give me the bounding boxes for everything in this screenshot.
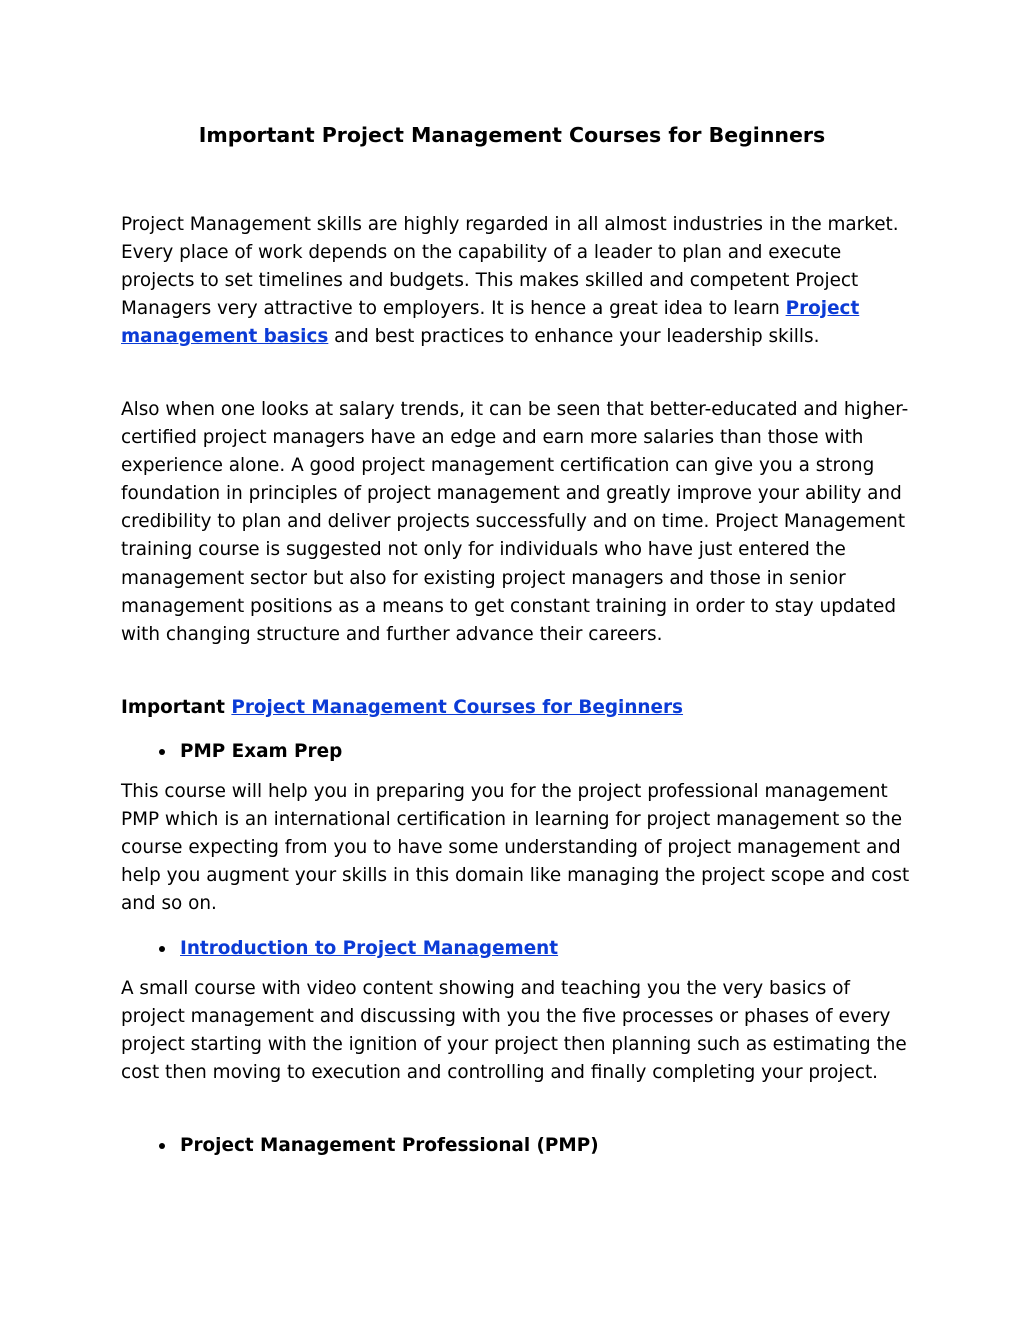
intro-text-before: Project Management skills are highly regarded in all almost industries in the market. Every place of work depends on the capability of a leader to plan and execute projects to set timelines and budgets. This makes skilled and competent Project Managers very attractive to employers. It is hence a great idea to learn: [121, 214, 899, 320]
bullet-icon: [159, 1143, 165, 1149]
course-name: Project Management Professional (PMP): [180, 1135, 599, 1156]
document-title: Important Project Management Courses for Beginners: [198, 123, 826, 147]
courses-heading-link[interactable]: Project Management Courses for Beginners: [231, 697, 684, 718]
intro-text-after: and best practices to enhance your leadership skills.: [328, 326, 820, 348]
bullet-icon: [159, 946, 165, 952]
salary-paragraph: Also when one looks at salary trends, it can be seen that better-educated and higher-certified project managers have an edge and earn more salaries than those with experience alone. A good project management certification can give you a strong foundation in principles of project management and greatly improve your ability and credibility to plan and deliver projects successfully and on time. Project Management training course is suggested not only for individuals who have just entered the management sector but also for existing project managers and those in senior management positions as a means to get constant training in order to stay updated with changing structure and further advance their careers.: [121, 399, 909, 645]
courses-heading: [121, 694, 683, 722]
course-description-pmp-exam-prep: This course will help you in preparing you for the project professional management PMP which is an international certification in learning for project management so the course expecting from you to have some understanding of project management and help you augment your skills in this domain like managing the project scope and cost and so on.: [121, 781, 910, 915]
bullet-icon: [159, 749, 165, 755]
course-description-introduction: A small course with video content showing and teaching you the very basics of project management and discussing with you the five processes or phases of every project starting with the ignition of your project then planning such as estimating the cost then moving to execution and controlling and finally completing your project.: [121, 978, 907, 1084]
course-item-introduction: [159, 935, 558, 963]
course-name: PMP Exam Prep: [180, 741, 343, 762]
course-item-pmp: [159, 1132, 599, 1160]
intro-paragraph: [121, 211, 911, 351]
courses-heading-prefix: Important: [121, 697, 225, 718]
course-item-pmp-exam-prep: [159, 738, 342, 766]
project-management-basics-link[interactable]: Project management basics: [121, 298, 860, 348]
introduction-to-project-management-link[interactable]: Introduction to Project Management: [180, 938, 559, 959]
